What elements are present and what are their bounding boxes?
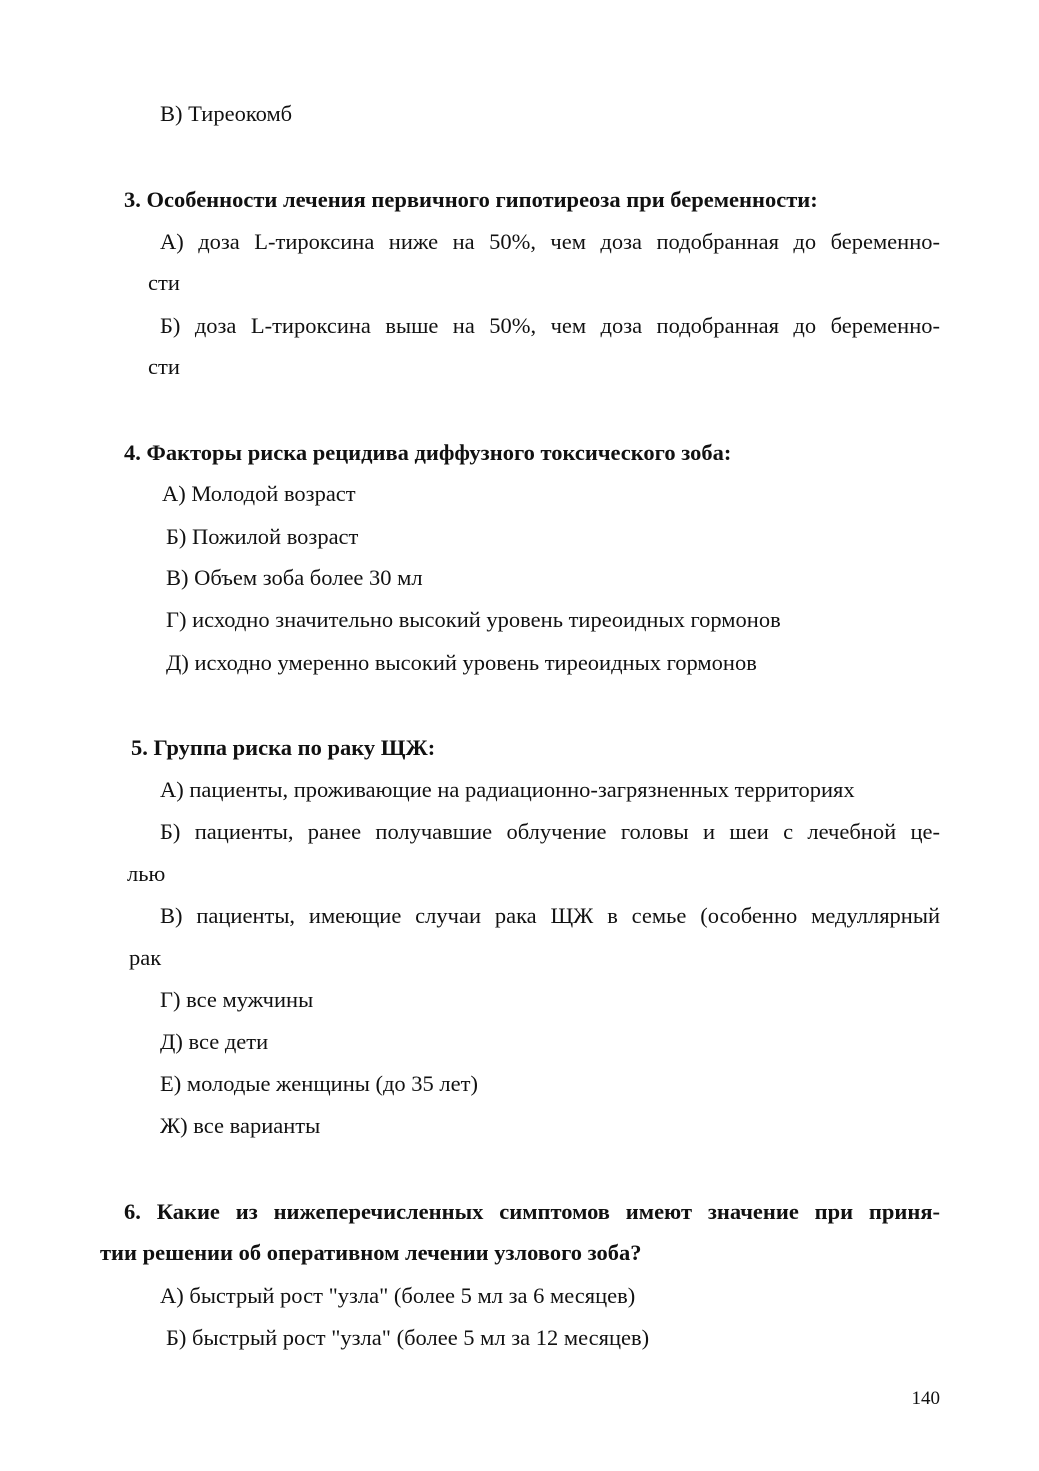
page-number: 140: [911, 1388, 940, 1409]
answer-option: Д) исходно умеренно высокий уровень тиреоидных гормонов: [166, 650, 757, 675]
question-heading: 4. Факторы риска рецидива диффузного токсического зоба:: [124, 440, 732, 465]
answer-option: Ж) все варианты: [160, 1113, 321, 1138]
answer-option: Б) Пожилой возраст: [166, 524, 359, 549]
answer-option: Д) все дети: [160, 1029, 269, 1054]
answer-option: Г) все мужчины: [160, 987, 314, 1012]
answer-option: А) пациенты, проживающие на радиационно-загрязненных территориях: [160, 777, 855, 802]
answer-option: В) Объем зоба более 30 мл: [166, 565, 423, 590]
answer-option: Г) исходно значительно высокий уровень тиреоидных гормонов: [166, 607, 781, 632]
answer-option: Б) доза L-тироксина выше на 50%, чем доза подобранная до беременно-: [160, 313, 940, 338]
answer-option: А) Молодой возраст: [162, 481, 356, 506]
answer-option: Е) молодые женщины (до 35 лет): [160, 1071, 478, 1096]
answer-option-continuation: рак: [129, 945, 162, 970]
answer-option: А) доза L-тироксина ниже на 50%, чем доза подобранная до беременно-: [160, 229, 940, 254]
question-heading: 3. Особенности лечения первичного гипотиреоза при беременности:: [124, 187, 818, 212]
answer-option: Б) пациенты, ранее получавшие облучение головы и шеи с лечебной це-: [160, 819, 940, 844]
question-heading: 5. Группа риска по раку ЩЖ:: [131, 735, 436, 760]
answer-option: В) Тиреокомб: [160, 101, 293, 126]
question-heading: 6. Какие из нижеперечисленных симптомов имеют значение при приня-: [124, 1199, 940, 1224]
answer-option-continuation: лью: [127, 861, 166, 886]
answer-option: В) пациенты, имеющие случаи рака ЩЖ в семье (особенно медуллярный: [160, 903, 940, 928]
answer-option: А) быстрый рост "узла" (более 5 мл за 6 месяцев): [160, 1283, 636, 1308]
answer-option: Б) быстрый рост "узла" (более 5 мл за 12 месяцев): [166, 1325, 650, 1350]
question-heading-continuation: тии решении об оперативном лечении узлового зоба?: [100, 1240, 642, 1265]
answer-option-continuation: сти: [148, 354, 180, 379]
answer-option-continuation: сти: [148, 270, 180, 295]
